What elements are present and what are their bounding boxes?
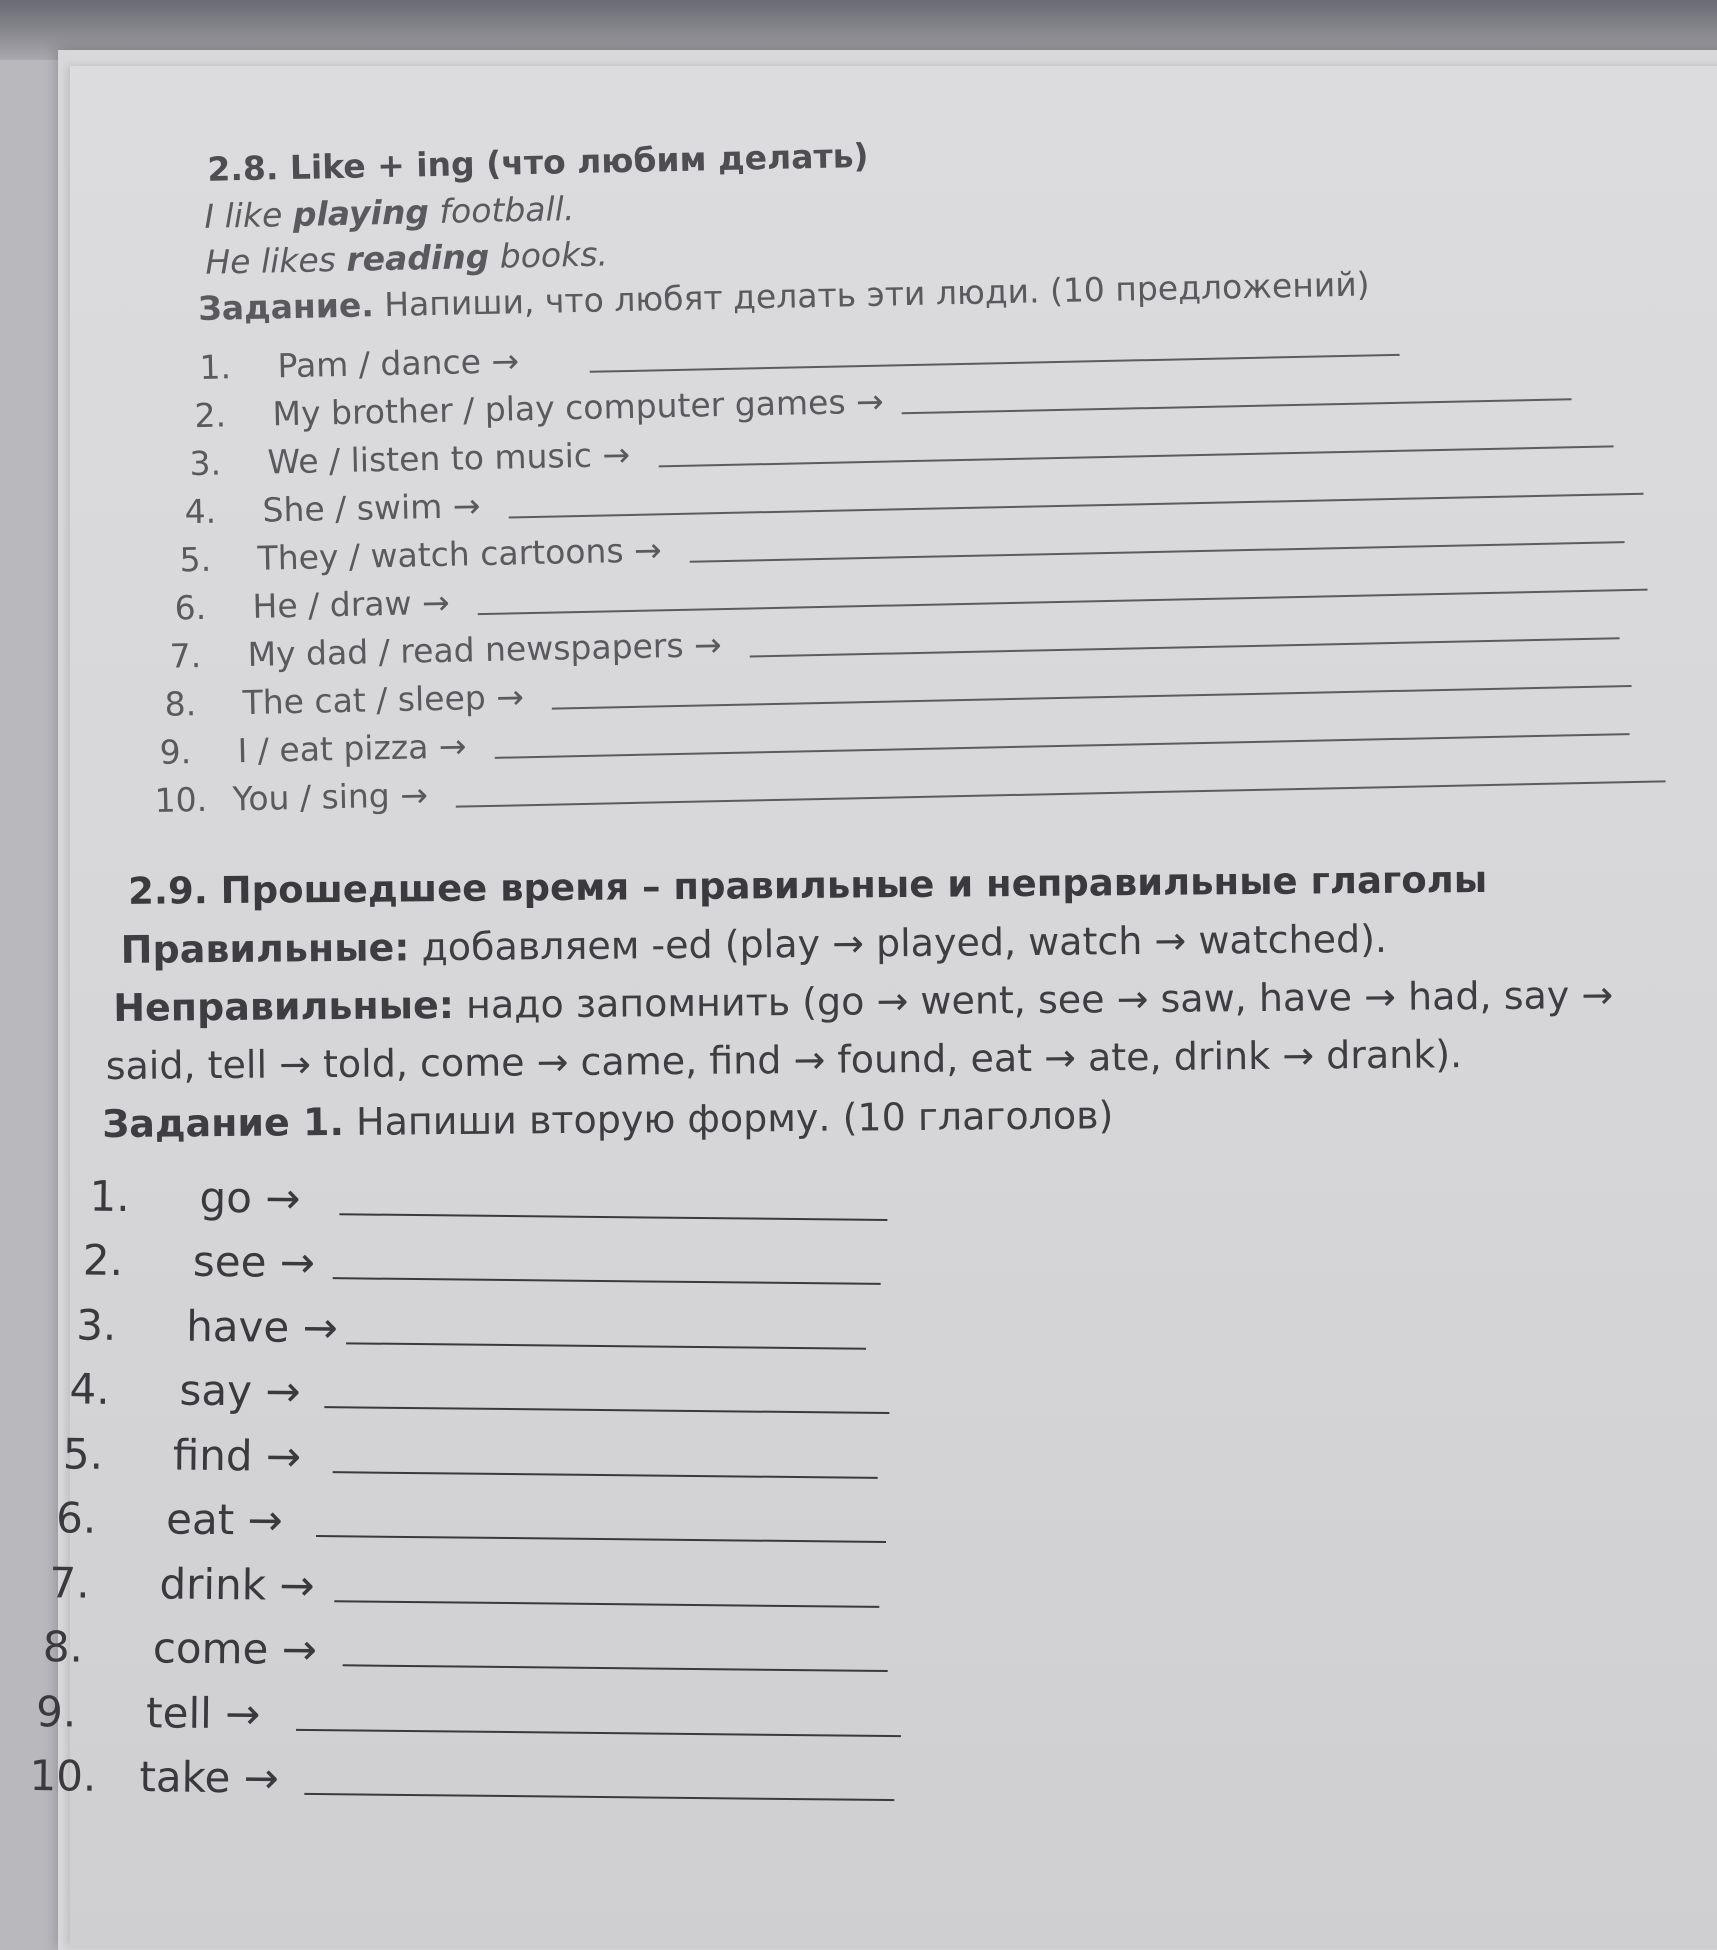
verb-prompt: go →	[199, 1172, 301, 1223]
item-number: 4.	[184, 491, 217, 532]
item-number: 9.	[159, 732, 192, 772]
verb-row	[69, 1349, 928, 1422]
verb-row	[89, 1156, 930, 1229]
rule-label: Неправильные:	[113, 982, 455, 1030]
item-number: 5.	[62, 1428, 104, 1479]
item-number: 1.	[89, 1171, 130, 1221]
verb-prompt: say →	[179, 1365, 301, 1416]
item-prompt: They / watch cartoons →	[257, 530, 663, 578]
answer-line[interactable]	[343, 1644, 888, 1672]
item-number: 8.	[164, 684, 197, 724]
example-text: I like	[203, 194, 294, 236]
section-past-tense	[102, 856, 1710, 1153]
verb-row	[56, 1478, 927, 1552]
verb-row	[49, 1542, 926, 1616]
item-prompt: You / sing →	[232, 775, 429, 819]
verb-prompt: take →	[139, 1752, 280, 1803]
example-text: He likes	[204, 239, 347, 282]
verb-prompt: drink →	[159, 1558, 315, 1610]
answer-line[interactable]	[334, 1580, 879, 1608]
verb-row	[29, 1736, 924, 1810]
verb-row	[76, 1284, 929, 1357]
item-prompt: My brother / play computer games →	[272, 381, 885, 434]
answer-line[interactable]	[333, 1257, 881, 1285]
task-text: Напиши вторую форму. (10 глаголов)	[343, 1093, 1114, 1144]
item-number: 8.	[42, 1622, 84, 1672]
item-number: 6.	[174, 587, 207, 628]
item-prompt: He / draw →	[252, 582, 451, 626]
verb-prompt: come →	[152, 1623, 318, 1675]
answer-line[interactable]	[333, 1451, 878, 1479]
rule-text: добавляем -ed (play → played, watch → watched).	[409, 916, 1388, 970]
rule-text: надо запомнить (go → went, see → saw, have → had, say →	[453, 972, 1614, 1027]
item-number: 4.	[69, 1364, 110, 1414]
item-prompt: Pam / dance →	[277, 341, 520, 386]
section-title: 2.9. Прошедшее время – правильные и неправильные глаголы	[127, 857, 1488, 913]
verb-list	[23, 1155, 930, 1809]
item-number: 5.	[179, 539, 212, 580]
item-number: 1.	[199, 347, 232, 387]
item-number: 3.	[189, 443, 222, 484]
answer-line[interactable]	[304, 1773, 894, 1801]
task-label: Задание.	[197, 285, 375, 328]
answer-line[interactable]	[324, 1386, 889, 1414]
item-number: 2.	[82, 1235, 124, 1285]
item-number: 7.	[49, 1557, 90, 1608]
verb-prompt: find →	[172, 1430, 302, 1481]
item-prompt: She / swim →	[262, 486, 481, 530]
answer-line[interactable]	[296, 1708, 901, 1736]
example-bold: playing	[292, 192, 430, 234]
item-number: 10.	[29, 1751, 97, 1801]
rule-irregular-continued: said, tell → told, come → came, find → found, eat → ate, drink → drank).	[105, 1032, 1463, 1089]
item-prompt: We / listen to music →	[267, 434, 631, 482]
task-label: Задание 1.	[102, 1099, 345, 1147]
task-text: Напиши, что любят делать эти люди. (10 предложений)	[373, 264, 1370, 325]
example-bold: reading	[345, 236, 490, 279]
answer-line[interactable]	[316, 1515, 886, 1543]
item-number: 2.	[194, 395, 227, 436]
answer-line[interactable]	[456, 760, 1666, 807]
item-prompt: I / eat pizza →	[237, 726, 467, 771]
verb-row	[43, 1607, 926, 1681]
example-text: books.	[488, 234, 609, 276]
verb-prompt: tell →	[145, 1687, 261, 1738]
item-prompt: My dad / read newspapers →	[247, 625, 723, 675]
section-title: 2.8. Like + ing (что любим делать)	[206, 135, 869, 189]
item-number: 6.	[55, 1493, 97, 1543]
item-number: 10.	[154, 779, 208, 820]
answer-line[interactable]	[346, 1322, 866, 1349]
item-number: 7.	[169, 635, 202, 676]
section-like-ing	[154, 119, 1689, 820]
verb-row	[63, 1413, 928, 1487]
item-prompt: The cat / sleep →	[242, 677, 525, 723]
verb-row	[36, 1671, 925, 1745]
item-number: 9.	[35, 1686, 77, 1737]
verb-row	[83, 1220, 930, 1293]
verb-prompt: eat →	[165, 1494, 284, 1545]
answer-line[interactable]	[339, 1193, 887, 1221]
rule-label: Правильные:	[120, 925, 410, 972]
item-number: 3.	[75, 1299, 117, 1350]
verb-prompt: have →	[185, 1301, 339, 1352]
verb-prompt: see →	[192, 1236, 316, 1287]
example-text: football.	[428, 189, 575, 232]
